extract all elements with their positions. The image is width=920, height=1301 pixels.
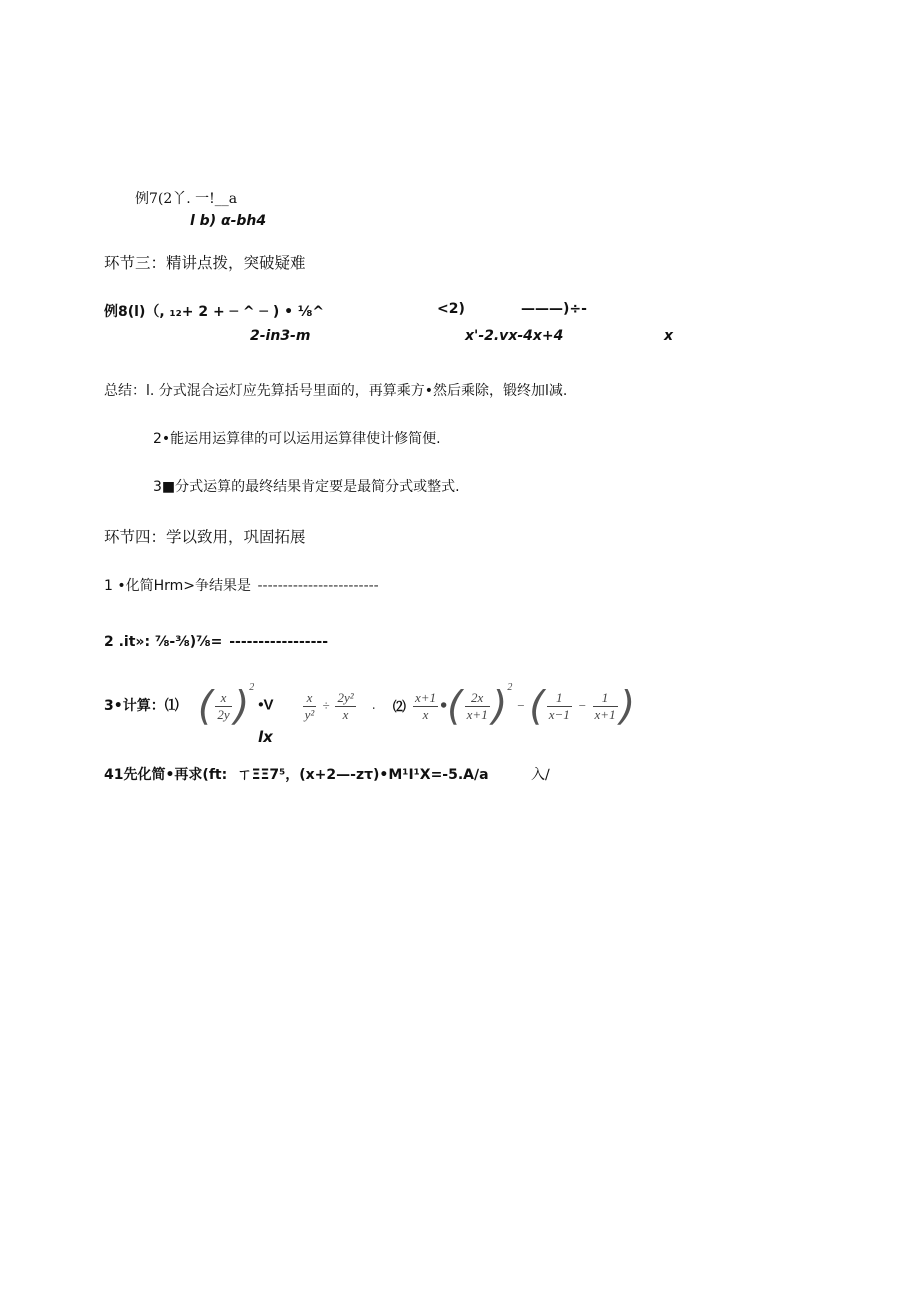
summary-item-2: 2•能运用运算律的可以运用运算律使计修简便.	[153, 431, 441, 447]
numerator: x	[306, 689, 313, 705]
fraction	[215, 690, 231, 723]
example-8-part3: ———)÷-	[521, 301, 587, 317]
minus-sign: −	[577, 698, 587, 713]
mark-lx: lx	[258, 728, 273, 746]
period: .	[371, 697, 376, 713]
question-1	[104, 575, 379, 595]
example-7-line1	[135, 188, 237, 208]
mark-v: •V	[258, 696, 274, 714]
left-paren: (	[197, 683, 214, 729]
denominator: x+1	[466, 706, 488, 722]
denominator: x	[342, 706, 349, 722]
right-paren: )	[233, 683, 250, 729]
denominator: x+1	[594, 706, 616, 722]
numerator: x	[220, 689, 227, 705]
right-paren: )	[491, 683, 508, 729]
denominator: y²	[304, 706, 315, 722]
fraction	[303, 690, 317, 723]
question-2-blank: -----------------	[229, 634, 329, 650]
fraction	[593, 690, 618, 723]
denominator: x−1	[548, 706, 570, 722]
left-paren: (	[529, 683, 545, 729]
example-8-part1: 例8(l)（, ₁₂+ 2 + ─ ^ ─ ) • ⅛^	[104, 304, 325, 320]
denominator: x	[422, 706, 429, 722]
question-3-label: 3•计算：⑴	[104, 698, 179, 715]
fraction	[335, 690, 355, 723]
formula-part-1	[197, 682, 259, 729]
exponent: 2	[249, 682, 255, 693]
question-4-expression: ㄒΞΞ7⁵，(x+2—-zτ)•M¹I¹X=-5.A∕a	[237, 767, 489, 783]
formula-part-3	[411, 682, 636, 729]
question-4-label: 41先化简•再求(ft:	[104, 767, 228, 783]
example-8-part2: <2)	[437, 301, 465, 317]
fraction	[547, 690, 572, 723]
numerator: 2y²	[337, 689, 354, 705]
denominator: 2y	[217, 706, 230, 722]
question-2-label: 2 .it»: ⅞-⅜)⅞=	[104, 634, 223, 650]
numerator: x+1	[414, 689, 437, 705]
divide-sign: ÷	[322, 698, 330, 713]
left-paren: (	[447, 683, 463, 729]
numerator: 2x	[471, 689, 484, 705]
minus-sign: −	[516, 698, 526, 713]
section-4-heading: 环节四：学以致用，巩固拓展	[104, 528, 306, 546]
example-8-sub2: x'-2.vx-4x+4	[465, 328, 564, 344]
question-4-tail: 入∕	[531, 767, 550, 783]
exponent: 2	[507, 682, 513, 693]
numerator: 1	[555, 689, 563, 705]
fraction	[413, 690, 438, 723]
fraction	[465, 690, 490, 723]
numerator: 1	[601, 689, 609, 705]
example-7-text: 例7(2丫. 一!__a	[135, 191, 238, 207]
example-7-line2: l b) α-bh4	[190, 213, 267, 229]
question-3	[104, 682, 636, 736]
summary-item-1: 总结：l. 分式混合运灯应先算括号里面的，再算乘方•然后乘除，锻终加l减.	[104, 383, 568, 399]
question-3-part-2-label: ⑵	[392, 699, 406, 715]
summary-item-3: 3■分式运算的最终结果肯定要是最简分式或整式.	[153, 479, 460, 495]
formula-part-2	[301, 689, 362, 722]
question-1-label: 1 •化简Hrm>争结果是	[104, 578, 252, 594]
question-2	[104, 634, 328, 650]
question-1-blank: ------------------------	[257, 578, 379, 594]
right-paren: )	[619, 683, 636, 729]
question-4	[104, 764, 550, 784]
example-8-sub1: 2-in3-m	[250, 328, 311, 344]
section-3-heading: 环节三：精讲点拨，突破疑难	[104, 254, 306, 272]
example-8-sub3: x	[664, 328, 674, 344]
multiply-dot: •	[440, 694, 448, 717]
